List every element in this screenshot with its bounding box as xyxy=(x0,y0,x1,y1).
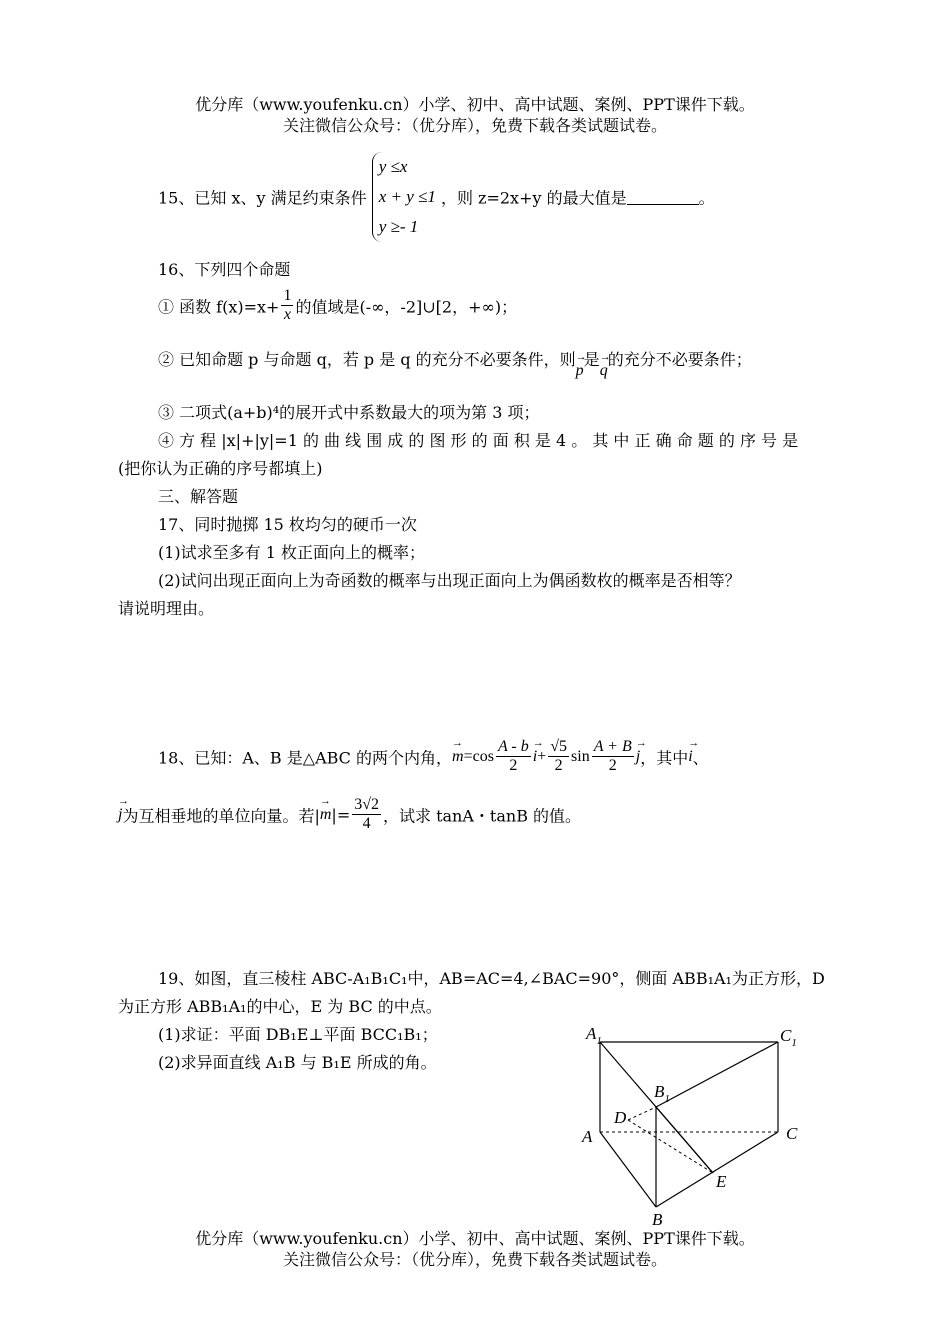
segment-D-B1-hidden xyxy=(628,1107,656,1120)
q18-f1-num: A - b xyxy=(496,738,531,757)
q18-f: ，试求 tanA・tanB 的值。 xyxy=(383,806,582,826)
q15-suffix: ，则 z=2x+y 的最大值是 xyxy=(440,188,627,208)
q18-sin: sin xyxy=(571,747,590,765)
label-D: D xyxy=(614,1108,627,1127)
q15-prefix: 15、已知 x、y 满足约束条件 xyxy=(158,188,367,208)
q15-constraint-3: y ≥- 1 xyxy=(378,217,419,236)
q18-b: ，其中 xyxy=(640,748,689,768)
q18-f4-den: 4 xyxy=(362,815,371,833)
edge-B1-C1 xyxy=(656,1042,778,1107)
q16-proposition-3: ③ 二项式(a+b)⁴的展开式中系数最大的项为第 3 项； xyxy=(158,403,540,422)
q18-vector-i: → i xyxy=(533,748,537,766)
q18-line-2 xyxy=(118,796,581,834)
q18-f3-num: A + B xyxy=(592,738,634,757)
label-B1: $B_1$ xyxy=(654,1082,670,1105)
q18-f1-den: 2 xyxy=(509,757,518,775)
q16-p2-not-p: → p xyxy=(576,362,584,380)
q17-sub-2: (2)试问出现正面向上为奇函数的概率与出现正面向上为偶函数枚的概率是否相等？ xyxy=(158,571,741,590)
edge-B-C xyxy=(656,1132,778,1207)
q16-proposition-1 xyxy=(158,287,517,325)
q18-d: 为互相垂地的单位向量。若| xyxy=(122,806,320,826)
q18-a: 18、已知：A、B 是△ABC 的两个内角， xyxy=(158,748,453,768)
footer-line-2: 关注微信公众号：（优分库），免费下载各类试题试卷。 xyxy=(282,1250,667,1269)
header-line-2: 关注微信公众号：（优分库），免费下载各类试题试卷。 xyxy=(282,116,667,135)
q17-title: 17、同时抛掷 15 枚均匀的硬币一次 xyxy=(158,515,417,534)
q16-p1-fraction xyxy=(281,287,293,325)
q19-line-2: 为正方形 ABB₁A₁的中心，E 为 BC 的中点。 xyxy=(118,997,442,1016)
q17-sub-2-cont: 请说明理由。 xyxy=(118,599,215,618)
segment-D-E-hidden xyxy=(628,1120,713,1173)
label-A: A xyxy=(582,1127,593,1146)
q16-proposition-4-cont: (把你认为正确的序号都填上) xyxy=(118,459,323,478)
q18-line-1 xyxy=(158,738,709,776)
q16-p2-a: ② 已知命题 p 与命题 q，若 p 是 q 的充分不必要条件，则 xyxy=(158,350,576,369)
q16-p1-a: ① 函数 f(x)=x+ xyxy=(158,297,280,317)
q18-frac-2 xyxy=(548,738,569,776)
question-15 xyxy=(158,152,715,242)
q18-vector-m: → m xyxy=(452,748,464,766)
q18-c: 、 xyxy=(692,748,709,768)
q16-title: 16、下列四个命题 xyxy=(158,260,291,279)
section-3-title: 三、解答题 xyxy=(158,487,239,506)
label-C: C xyxy=(786,1124,798,1143)
q18-vector-i-2: → i xyxy=(688,748,692,766)
q15-constraint-2: x + y ≤1 xyxy=(378,187,436,206)
q16-p2-not-q: → q xyxy=(600,362,608,380)
header-line-1: 优分库（www.youfenku.cn）小学、初中、高中试题、案例、PPT课件下载。 xyxy=(195,95,755,114)
q18-frac-3 xyxy=(592,738,634,776)
q16-p1-num: 1 xyxy=(281,287,293,306)
q16-p1-b: 的值域是(-∞，-2]∪[2，+∞)； xyxy=(295,297,518,317)
q18-vector-j-2: → j xyxy=(118,806,122,824)
q18-frac-4 xyxy=(352,796,381,834)
q15-constraint-system xyxy=(372,152,436,242)
q18-f2-den: 2 xyxy=(554,757,563,775)
label-E: E xyxy=(716,1172,727,1191)
prism-figure xyxy=(570,1015,810,1230)
q16-proposition-2 xyxy=(158,347,752,379)
edge-B1-E xyxy=(656,1107,713,1173)
q19-line-1: 19、如图，直三棱柱 ABC-A₁B₁C₁中，AB=AC=4,∠BAC=90°，侧面 ABB₁A₁为正方形，D xyxy=(158,969,825,988)
q19-sub-2: (2)求异面直线 A₁B 与 B₁E 所成的角。 xyxy=(158,1053,437,1072)
label-A1: $A_1$ xyxy=(586,1024,602,1047)
q18-f2-num: √5 xyxy=(548,738,569,757)
label-C1: $C_1$ xyxy=(780,1026,797,1049)
q18-f4-num: 3√2 xyxy=(352,796,381,815)
q16-proposition-4: ④ 方 程 |x|+|y|=1 的 曲 线 围 成 的 图 形 的 面 积 是 4 。 其 中 正 确 命 题 的 序 号 是 xyxy=(158,431,799,450)
q18-eq-cos: =cos xyxy=(463,747,494,765)
footer-line-1: 优分库（www.youfenku.cn）小学、初中、高中试题、案例、PPT课件下载。 xyxy=(195,1229,755,1248)
q18-e: |= xyxy=(331,805,351,825)
label-B: B xyxy=(652,1210,663,1229)
q18-frac-1 xyxy=(496,738,531,776)
q18-vector-m-2: → m xyxy=(320,806,332,824)
q18-vector-j: → j xyxy=(636,748,640,766)
q18-plus: + xyxy=(537,747,547,765)
q15-answer-blank xyxy=(627,190,699,205)
q15-end: 。 xyxy=(698,188,715,208)
q19-sub-1: (1)求证：平面 DB₁E⊥平面 BCC₁B₁； xyxy=(158,1025,438,1044)
q18-f3-den: 2 xyxy=(608,757,617,775)
edge-A-B xyxy=(600,1132,656,1207)
q17-sub-1: (1)试求至多有 1 枚正面向上的概率； xyxy=(158,543,426,562)
q16-p1-den: x xyxy=(283,306,291,324)
q15-constraint-1: y ≤x xyxy=(378,157,408,176)
q16-p2-b: 的充分不必要条件； xyxy=(607,350,752,369)
q16-p2-mid: 是 xyxy=(583,350,600,369)
